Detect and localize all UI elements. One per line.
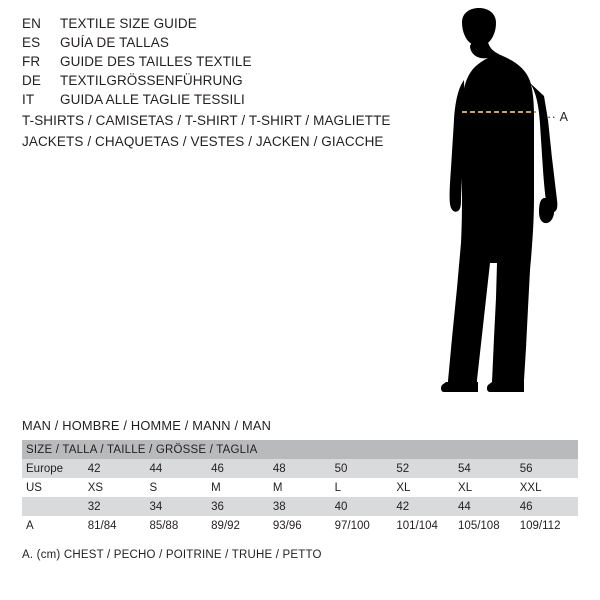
table-cell: M [269, 478, 331, 497]
language-text: TEXTILGRÖSSENFÜHRUNG [60, 73, 243, 88]
row-label: Europe [22, 459, 84, 478]
table-cell: 36 [207, 497, 269, 516]
garment-category-tshirts: T-SHIRTS / CAMISETAS / T-SHIRT / T-SHIRT / MAGLIETTE [22, 113, 391, 128]
table-footnote: A. (cm) CHEST / PECHO / POITRINE / TRUHE / PETTO [22, 549, 322, 561]
table-cell: 93/96 [269, 516, 331, 535]
row-label: A [22, 516, 84, 535]
male-silhouette-icon [400, 8, 600, 408]
table-cell: 42 [392, 497, 454, 516]
table-cell: 101/104 [392, 516, 454, 535]
table-cell: M [207, 478, 269, 497]
table-cell: 32 [84, 497, 146, 516]
table-cell: 85/88 [145, 516, 207, 535]
language-code: EN [22, 16, 41, 31]
size-table [22, 440, 578, 535]
language-code: IT [22, 92, 35, 107]
table-header-label: SIZE / TALLA / TAILLE / GRÖSSE / TAGLIA [22, 440, 578, 459]
language-row [22, 16, 402, 35]
language-text: GUIDE DES TAILLES TEXTILE [60, 54, 252, 69]
table-cell: 48 [269, 459, 331, 478]
table-cell: XL [392, 478, 454, 497]
table-cell: 81/84 [84, 516, 146, 535]
language-code: DE [22, 73, 41, 88]
language-row [22, 54, 402, 73]
language-text: GUÍA DE TALLAS [60, 35, 169, 50]
table-cell: 40 [331, 497, 393, 516]
table-cell: 42 [84, 459, 146, 478]
language-text: GUIDA ALLE TAGLIE TESSILI [60, 92, 245, 107]
table-cell: 109/112 [516, 516, 578, 535]
table-cell: XS [84, 478, 146, 497]
table-cell: XL [454, 478, 516, 497]
row-label: US [22, 478, 84, 497]
size-table-section [22, 418, 578, 561]
language-text: TEXTILE SIZE GUIDE [60, 16, 197, 31]
table-cell: 44 [454, 497, 516, 516]
table-cell: 52 [392, 459, 454, 478]
table-section-title: MAN / HOMBRE / HOMME / MANN / MAN [22, 418, 272, 433]
table-cell: 97/100 [331, 516, 393, 535]
language-row [22, 35, 402, 54]
language-code: ES [22, 35, 41, 50]
table-cell: 34 [145, 497, 207, 516]
table-cell: 56 [516, 459, 578, 478]
male-figure [400, 8, 600, 408]
table-cell: S [145, 478, 207, 497]
table-row [22, 459, 578, 478]
table-row [22, 497, 578, 516]
table-cell: 44 [145, 459, 207, 478]
table-cell: 46 [207, 459, 269, 478]
table-cell: 89/92 [207, 516, 269, 535]
table-cell: XXL [516, 478, 578, 497]
table-row [22, 516, 578, 535]
language-row [22, 73, 402, 92]
table-header-row [22, 440, 578, 459]
language-list [22, 16, 402, 111]
language-code: FR [22, 54, 41, 69]
table-cell: 105/108 [454, 516, 516, 535]
garment-category-jackets: JACKETS / CHAQUETAS / VESTES / JACKEN / GIACCHE [22, 134, 384, 149]
measure-label-a: ·· A [547, 110, 569, 124]
table-cell: 46 [516, 497, 578, 516]
table-cell: 54 [454, 459, 516, 478]
table-cell: 38 [269, 497, 331, 516]
table-cell: 50 [331, 459, 393, 478]
language-row [22, 92, 402, 111]
garment-category-list [22, 110, 422, 152]
table-row [22, 478, 578, 497]
table-cell: L [331, 478, 393, 497]
row-label [22, 497, 84, 516]
